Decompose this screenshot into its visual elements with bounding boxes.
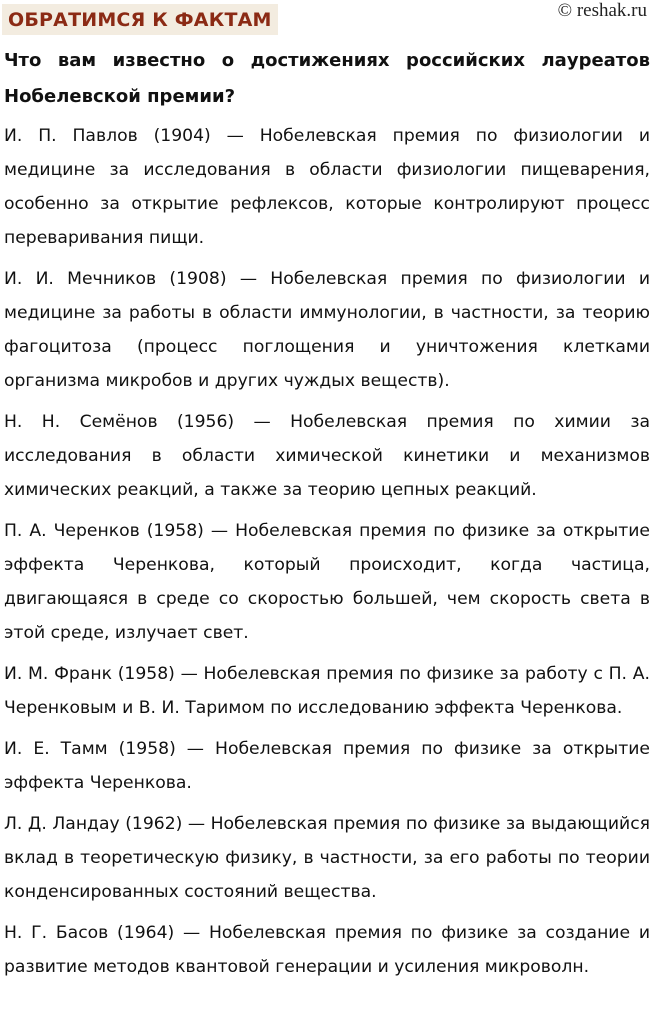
- question-heading: Что вам известно о достижениях российских лауреатов Нобелевской премии?: [4, 50, 650, 107]
- paragraph-pavlov: И. П. Павлов (1904) — Нобелевская премия по физиологии и медицине за исследования в области физиологии пищеварения, особенно за открытие рефлексов, которые контролируют процесс переваривания пищи.: [4, 126, 650, 248]
- paragraph-frank: И. М. Франк (1958) — Нобелевская премия по физике за работу с П. А. Черенковым и В. И. Таримом по исследованию эффекта Черенкова.: [4, 664, 650, 718]
- paragraph-mechnikov: И. И. Мечников (1908) — Нобелевская премия по физиологии и медицине за работы в области иммунологии, в частности, за теорию фагоцитоза (процесс поглощения и уничтожения клетками организма микробов и других чуждых веществ).: [4, 269, 650, 391]
- copyright: © reshak.ru: [557, 0, 647, 21]
- content: [4, 43, 650, 991]
- section-badge: ОБРАТИМСЯ К ФАКТАМ: [2, 4, 278, 35]
- paragraph-semenov: Н. Н. Семёнов (1956) — Нобелевская премия по химии за исследования в области химической кинетики и механизмов химических реакций, а также за теорию цепных реакций.: [4, 412, 650, 500]
- paragraph-landau: Л. Д. Ландау (1962) — Нобелевская премия по физике за выдающийся вклад в теоретическую физику, в частности, за его работы по теории конденсированных состояний вещества.: [4, 814, 650, 902]
- paragraph-cherenkov: П. А. Черенков (1958) — Нобелевская премия по физике за открытие эффекта Черенкова, который происходит, когда частица, двигающаяся в среде со скоростью большей, чем скорость света в этой среде, излучает свет.: [4, 521, 650, 643]
- paragraph-tamm: И. Е. Тамм (1958) — Нобелевская премия по физике за открытие эффекта Черенкова.: [4, 739, 650, 793]
- paragraph-basov: Н. Г. Басов (1964) — Нобелевская премия по физике за создание и развитие методов квантовой генерации и усиления микроволн.: [4, 923, 650, 977]
